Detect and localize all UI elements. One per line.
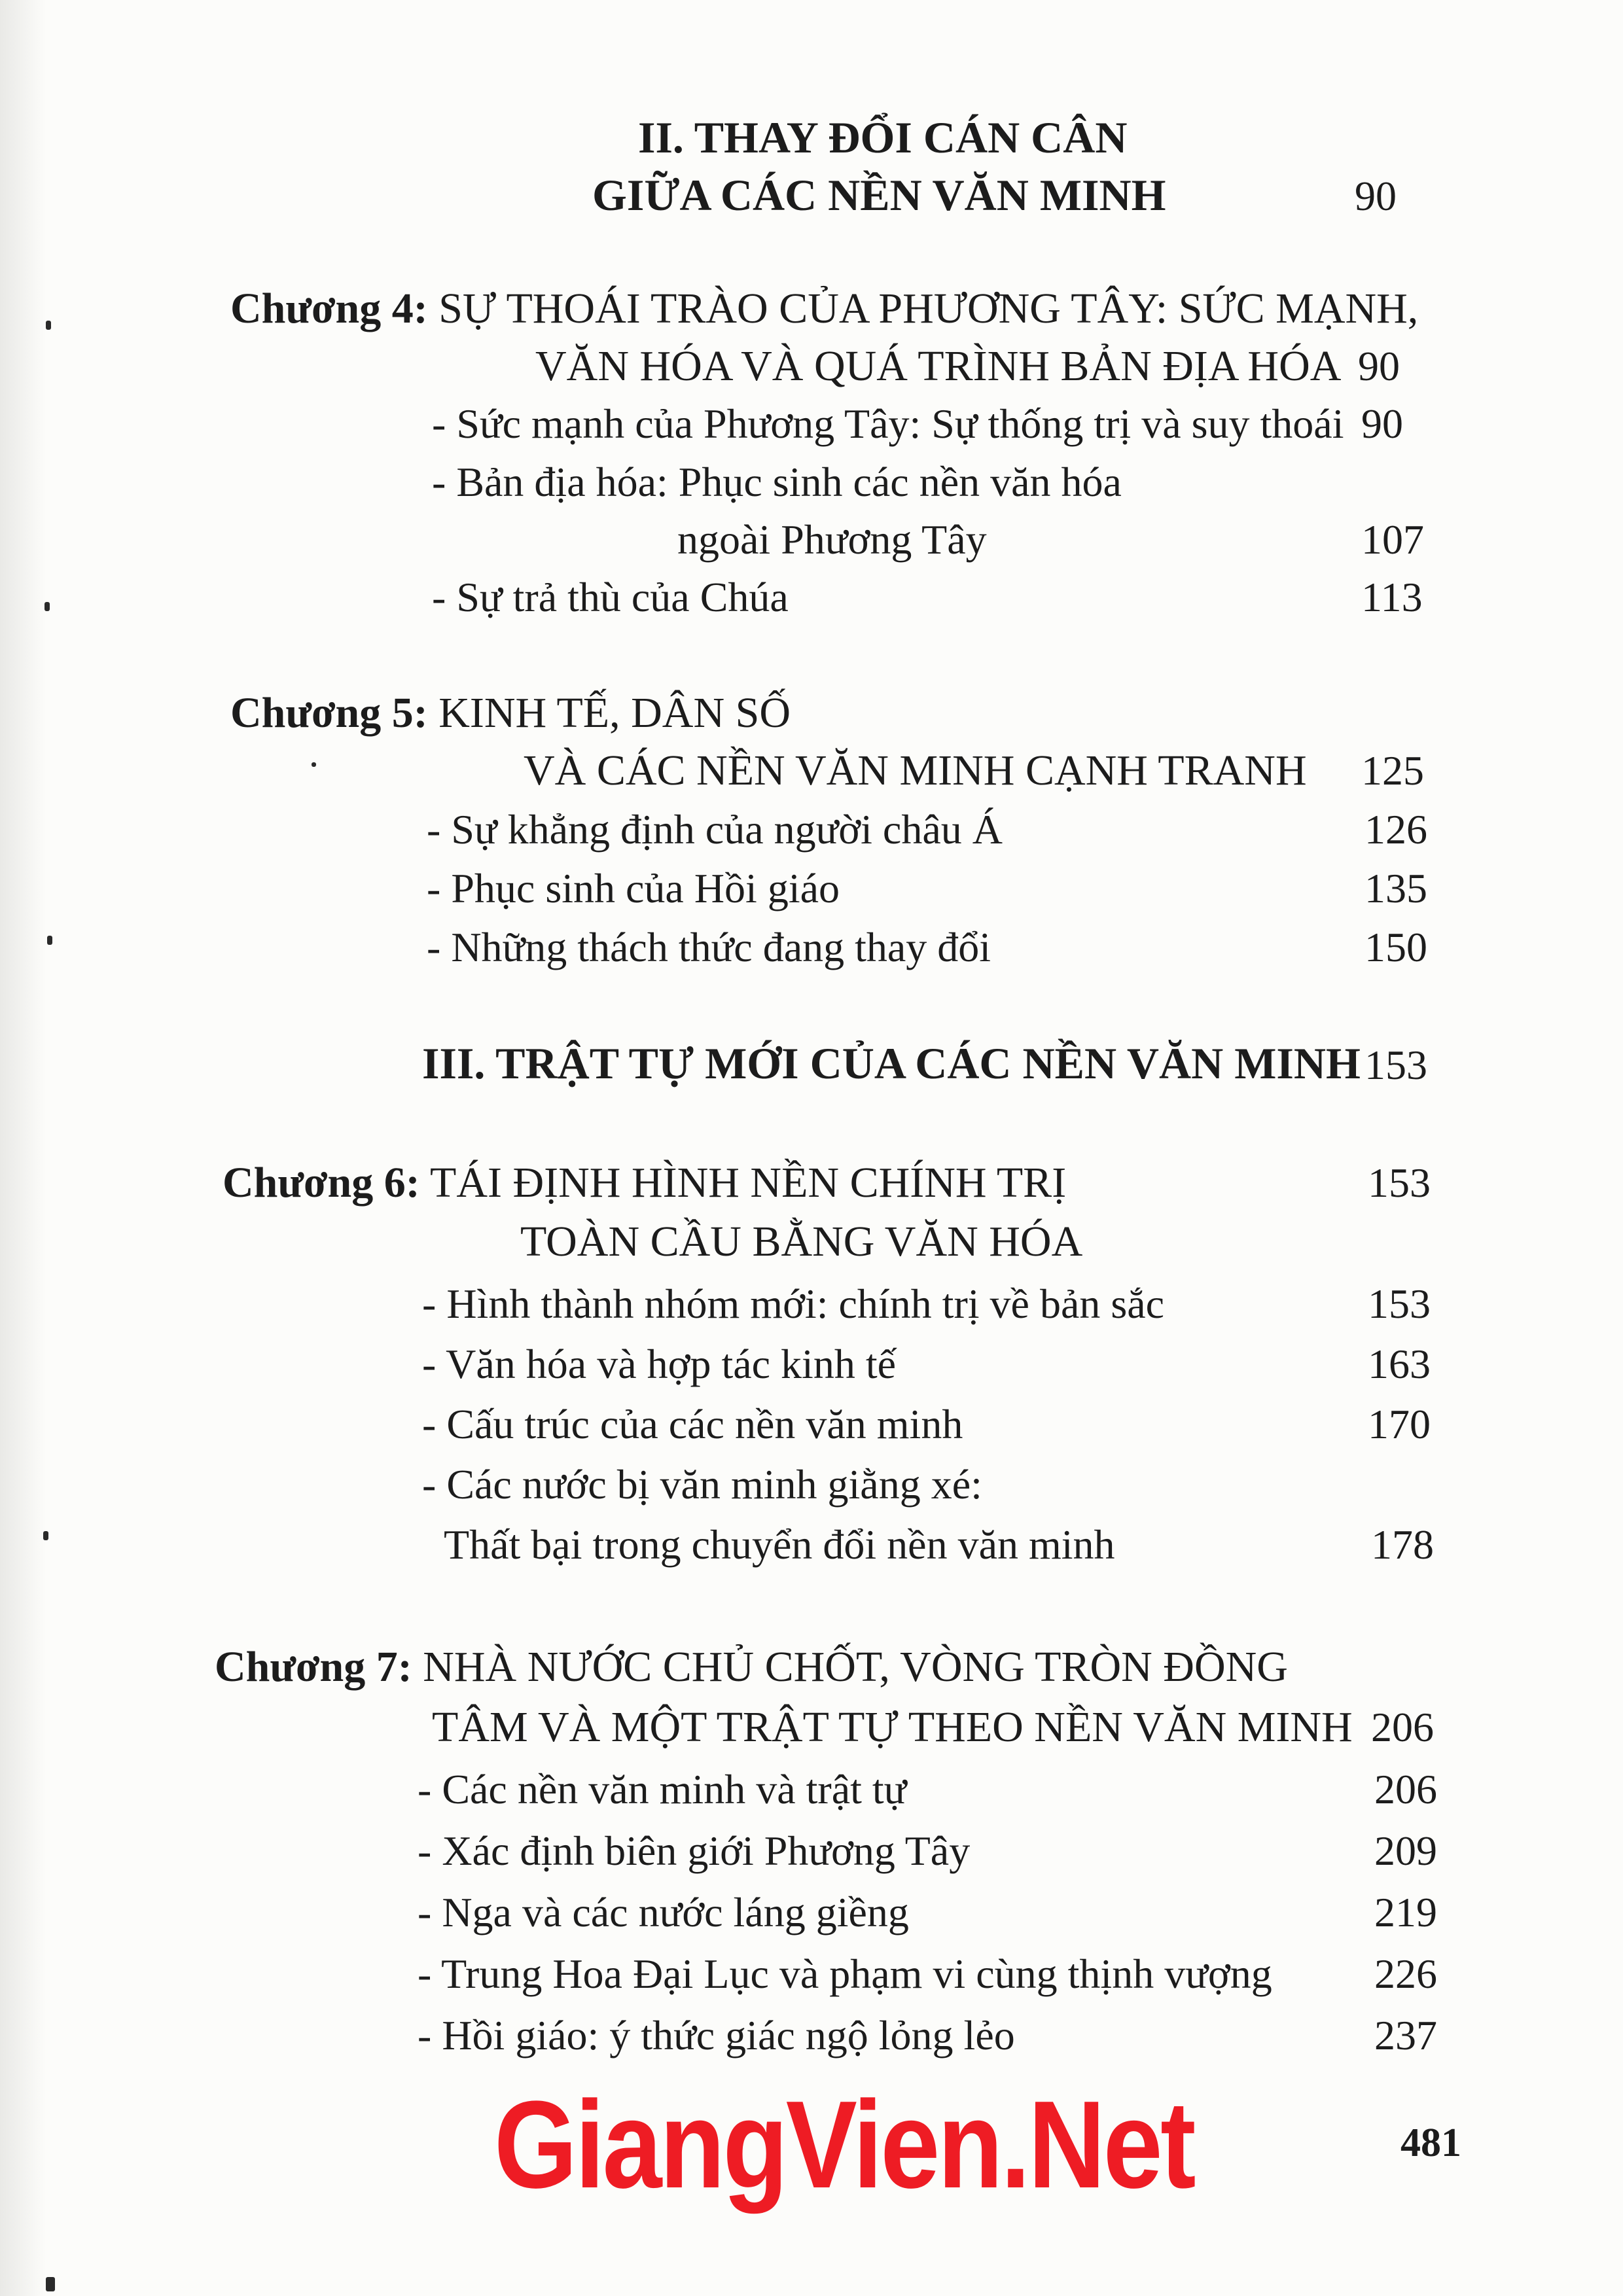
chapter-6-label: Chương 6: — [223, 1159, 420, 1207]
watermark-logo: GiangVien.Net — [494, 2075, 1194, 2214]
chapter-7-entry-5: - Hồi giáo: ý thức giác ngộ lỏng lẻo — [418, 2012, 1015, 2058]
page-binding-shadow — [0, 0, 46, 2296]
chapter-4-entry-2-cont: ngoài Phương Tây — [677, 516, 987, 563]
chapter-4-entry-3: - Sự trả thù của Chúa — [432, 574, 789, 620]
chapter-4-entry-2-page: 107 — [1361, 516, 1424, 563]
chapter-5-title-line2: VÀ CÁC NỀN VĂN MINH CẠNH TRANH — [524, 747, 1307, 794]
chapter-5-heading — [230, 687, 791, 739]
chapter-6-entry-4-cont: Thất bại trong chuyển đổi nền văn minh — [444, 1521, 1115, 1568]
chapter-7-entry-2: - Xác định biên giới Phương Tây — [418, 1828, 971, 1874]
chapter-6-entry-4-page: 178 — [1371, 1521, 1434, 1568]
chapter-7-entry-3-page: 219 — [1374, 1889, 1437, 1935]
chapter-7-title-line2: TÂM VÀ MỘT TRẬT TỰ THEO NỀN VĂN MINH — [432, 1703, 1353, 1751]
chapter-6-entry-2-page: 163 — [1368, 1341, 1431, 1387]
chapter-6-entry-4: - Các nước bị văn minh giằng xé: — [422, 1461, 982, 1508]
chapter-4-entry-2: - Bản địa hóa: Phục sinh các nền văn hóa — [432, 459, 1122, 505]
chapter-7-entry-5-page: 237 — [1374, 2012, 1437, 2058]
chapter-4-title-line2: VĂN HÓA VÀ QUÁ TRÌNH BẢN ĐỊA HÓA — [535, 342, 1342, 390]
chapter-5-entry-3-page: 150 — [1364, 924, 1427, 970]
chapter-6-entry-3-page: 170 — [1368, 1401, 1431, 1447]
chapter-6-title-line1: TÁI ĐỊNH HÌNH NỀN CHÍNH TRỊ — [430, 1159, 1067, 1207]
chapter-5-title-line1: KINH TẾ, DÂN SỐ — [438, 689, 791, 737]
scan-speck — [43, 1531, 48, 1540]
chapter-7-title-line1: NHÀ NƯỚC CHỦ CHỐT, VÒNG TRÒN ĐỒNG — [423, 1643, 1288, 1691]
scan-speck — [47, 936, 52, 945]
chapter-4-entry-3-page: 113 — [1361, 574, 1423, 620]
part-3-heading: III. TRẬT TỰ MỚI CỦA CÁC NỀN VĂN MINH — [422, 1038, 1361, 1088]
chapter-7-page: 206 — [1371, 1704, 1434, 1750]
chapter-5-entry-2: - Phục sinh của Hồi giáo — [427, 865, 840, 911]
chapter-4-entry-1: - Sức mạnh của Phương Tây: Sự thống trị và suy thoái — [432, 400, 1344, 447]
scan-speck — [46, 2277, 55, 2291]
chapter-7-entry-1: - Các nền văn minh và trật tự — [418, 1766, 907, 1812]
chapter-5-entry-1-page: 126 — [1364, 806, 1427, 853]
chapter-5-entry-3: - Những thách thức đang thay đổi — [427, 924, 991, 970]
chapter-5-page: 125 — [1361, 747, 1424, 794]
chapter-4-entry-1-page: 90 — [1361, 400, 1403, 447]
chapter-6-entry-2: - Văn hóa và hợp tác kinh tế — [422, 1341, 896, 1387]
part-3-page: 153 — [1364, 1042, 1427, 1088]
chapter-4-heading — [230, 283, 1418, 335]
chapter-4-title-line1: SỰ THOÁI TRÀO CỦA PHƯƠNG TÂY: SỨC MẠNH, — [438, 285, 1419, 332]
chapter-6-entry-1-page: 153 — [1368, 1280, 1431, 1327]
chapter-6-page: 153 — [1368, 1159, 1431, 1206]
chapter-7-entry-4-page: 226 — [1374, 1951, 1437, 1997]
scan-speck — [46, 321, 51, 330]
scan-speck — [45, 602, 50, 611]
chapter-7-entry-4: - Trung Hoa Đại Lục và phạm vi cùng thịnh vượng — [418, 1951, 1272, 1997]
chapter-5-label: Chương 5: — [230, 689, 428, 737]
chapter-6-entry-3: - Cấu trúc của các nền văn minh — [422, 1401, 963, 1447]
chapter-5-entry-1: - Sự khẳng định của người châu Á — [427, 806, 1003, 853]
part-2-heading-line1: II. THAY ĐỔI CÁN CÂN — [638, 113, 1128, 162]
chapter-7-heading — [215, 1641, 1288, 1693]
chapter-7-entry-1-page: 206 — [1374, 1766, 1437, 1812]
chapter-4-label: Chương 4: — [230, 285, 428, 332]
part-2-heading-line2: GIỮA CÁC NỀN VĂN MINH — [592, 170, 1166, 220]
chapter-6-title-line2: TOÀN CẦU BẰNG VĂN HÓA — [520, 1218, 1083, 1265]
page-number: 481 — [1400, 2121, 1461, 2165]
scan-speck — [312, 762, 316, 767]
chapter-7-entry-3: - Nga và các nước láng giềng — [418, 1889, 909, 1935]
chapter-5-entry-2-page: 135 — [1364, 865, 1427, 911]
chapter-6-entry-1: - Hình thành nhóm mới: chính trị về bản sắc — [422, 1280, 1165, 1327]
chapter-7-label: Chương 7: — [215, 1643, 412, 1691]
chapter-6-heading — [223, 1157, 1066, 1209]
chapter-4-page: 90 — [1358, 343, 1400, 389]
chapter-7-entry-2-page: 209 — [1374, 1828, 1437, 1874]
part-2-page: 90 — [1355, 173, 1397, 219]
